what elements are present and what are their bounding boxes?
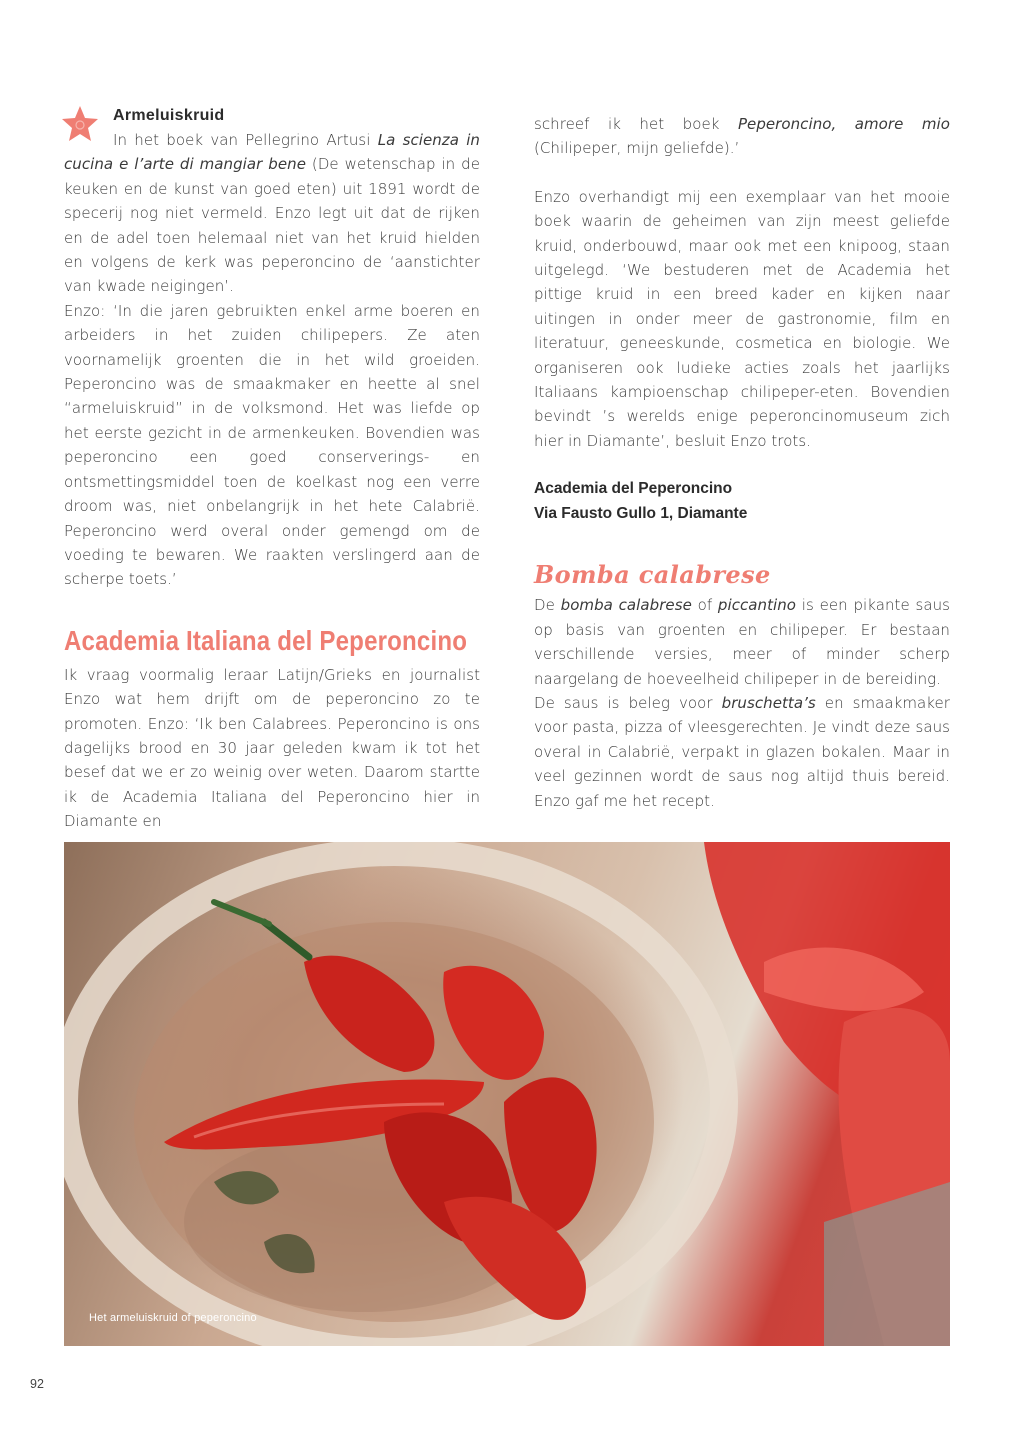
book-title: La scienza in cucina e l’arte di mangiar bene	[64, 131, 480, 174]
box-title: Armeluiskruid	[113, 107, 225, 124]
left-column	[64, 104, 480, 834]
photo-peperoncino	[64, 842, 950, 1346]
paragraph-gift: Enzo overhandigt mij een exemplaar van het mooie boek waarin de geheimen van zijn meest geliefde kruid, onderbouwd, maar ook met een knipoog, staan uitgelegd. ‘We bestuderen met de Academia het pittige kruid in een breed kader en kijken naar uitingen in onder meer de gastronomie, film en literatuur, geneeskunde, cosmetica en biologie. We organiseren ook ludieke acties zoals het jaarlijks Italiaans kampioenschap chilipeper-eten. Bovendien bevindt ’s werelds enige peperoncinomuseum zich hier in Diamante’, besluit Enzo trots.	[534, 187, 950, 450]
page-number: 92	[30, 1377, 44, 1391]
paragraph-enzo-quote: Enzo: ‘In die jaren gebruikten enkel arme boeren en arbeiders in het zuiden chilipepers. Ze aten voornamelijk groenten die in het wild groeiden. Peperoncino was de smaakmaker en heette al snel “armeluiskruid” in de volksmond. Het was liefde op het eerste gezicht in de armenkeuken. Bovendien was peperoncino een goed conserverings- en ontsmettingsmiddel toen de koelkast nog een verre droom was, niet onbelangrijk in het hete Calabrië. Peperoncino werd overal onder gemengd om de voeding te bewaren. We raakten verslingerd aan de scherpe toets.’	[64, 301, 480, 589]
address-street: Via Fausto Gullo 1, Diamante	[534, 504, 748, 522]
right-column	[534, 112, 950, 813]
chili-illustration	[64, 842, 950, 1346]
photo-caption: Het armeluiskruid of peperoncino	[89, 1312, 257, 1324]
paragraph-bomba: De bomba calabrese of piccantino is een pikante saus op basis van groenten en chilipeper. Er bestaan verschillende versies, meer of minder scherp naargelang de hoeveelheid chilipeper in de bereiding.	[534, 596, 950, 688]
paragraph-artusi: In het boek van Pellegrino Artusi La scienza in cucina e l’arte di mangiar bene (De wetenschap in de keuken en de kunst van goed eten) uit 1891 wordt de specerij nog niet vermeld. Enzo legt uit dat de rijken en de adel toen helemaal niet van het kruid hielden en volgens de kerk was peperoncino de ‘aanstichter van kwade neigingen’.	[64, 131, 480, 296]
section-title-academia: Academia Italiana del Peperoncino	[64, 624, 468, 656]
section-title-bomba: Bomba calabrese	[534, 560, 771, 590]
star-icon	[60, 104, 100, 144]
paragraph-book: schreef ik het boek Peperoncino, amore mio (Chilipeper, mijn geliefde).’	[534, 115, 950, 158]
address-block	[534, 477, 950, 526]
paragraph-academia: Ik vraag voormalig leraar Latijn/Grieks en journalist Enzo wat hem drijft om de peperoncino zo te promoten. Enzo: ‘Ik ben Calabrees. Peperoncino is ons dagelijks brood en 30 jaar geleden kwam ik tot het besef dat we er zo weinig over weten. Daarom startte ik de Academia Italiana del Peperoncino hier in Diamante en	[64, 665, 480, 831]
paragraph-saus: De saus is beleg voor bruschetta’s en smaakmaker voor pasta, pizza of vleesgerechten. Je vindt deze saus overal in Calabrië, verpakt in glazen bokalen. Maar in veel gezinnen wordt de saus nog altijd thuis bereid. Enzo gaf me het recept.	[534, 693, 951, 810]
address-name: Academia del Peperoncino	[534, 480, 733, 498]
